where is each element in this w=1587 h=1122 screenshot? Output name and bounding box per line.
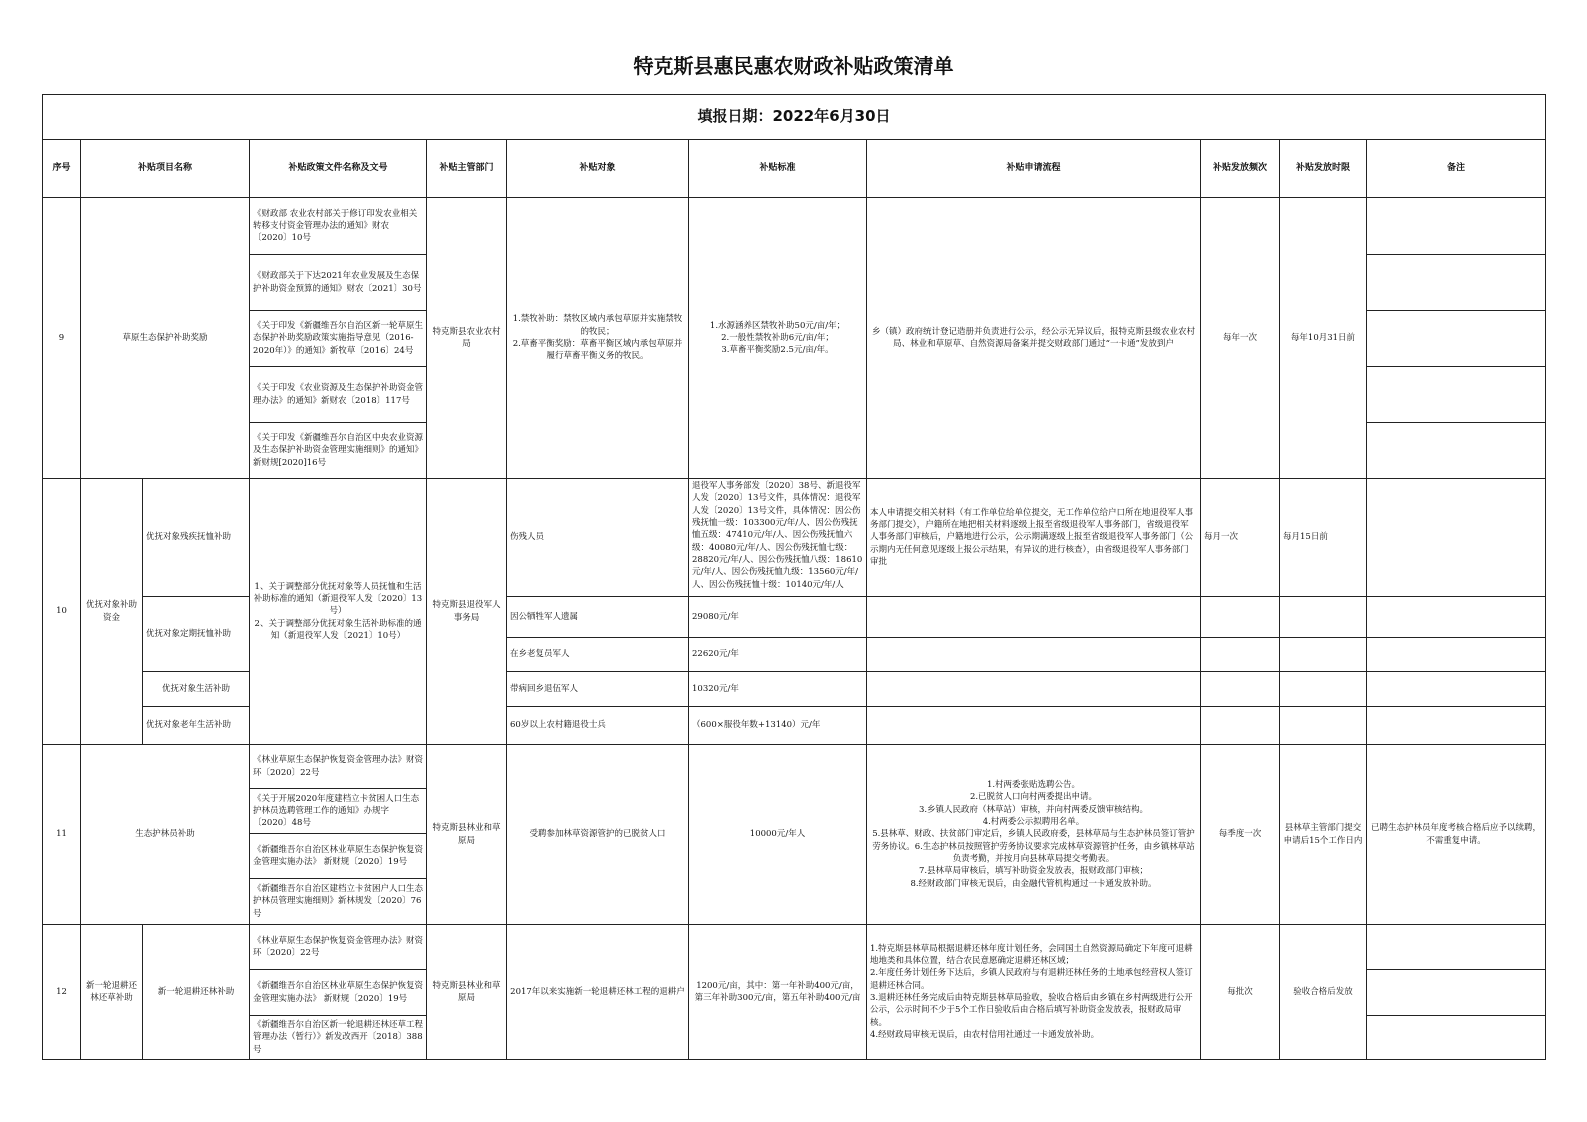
process-cell — [867, 638, 1201, 672]
process-cell — [867, 707, 1201, 745]
policy-doc: 《关于印发《农业资源及生态保护补助资金管理办法》的通知》新财农〔2018〕117号 — [250, 367, 427, 423]
page-title: 特克斯县惠民惠农财政补贴政策清单 — [633, 54, 954, 78]
standard-cell: 10000元/年人 — [689, 745, 867, 925]
freq-cell: 每年一次 — [1201, 198, 1280, 479]
freq-cell: 每月一次 — [1201, 479, 1280, 597]
header-project: 补贴项目名称 — [81, 140, 250, 198]
target-cell: 伤残人员 — [507, 479, 689, 597]
header-freq: 补贴发放频次 — [1201, 140, 1280, 198]
time-cell — [1280, 638, 1367, 672]
header-standard: 补贴标准 — [689, 140, 867, 198]
sub-project-name: 优抚对象老年生活补助 — [143, 707, 250, 745]
process-cell — [867, 597, 1201, 638]
remark-cell — [1367, 638, 1546, 672]
standard-cell: 10320元/年 — [689, 672, 867, 707]
remark-cell — [1367, 255, 1546, 311]
policy-doc: 《财政部 农业农村部关于修订印发农业相关转移支付资金管理办法的通知》财农〔2020〕10号 — [250, 198, 427, 255]
freq-cell — [1201, 638, 1280, 672]
dept-cell: 特克斯县退役军人事务局 — [427, 479, 507, 745]
policy-doc: 《新疆维吾尔自治区林业草原生态保护恢复资金管理实施办法》 新财规〔2020〕19号 — [250, 834, 427, 879]
target-cell: 因公牺牲军人遗属 — [507, 597, 689, 638]
target-cell: 1.禁牧补助：禁牧区域内承包草原并实施禁牧的牧民； 2.草畜平衡奖励：草畜平衡区域内承包草原并履行草畜平衡义务的牧民。 — [507, 198, 689, 479]
freq-cell — [1201, 707, 1280, 745]
time-cell — [1280, 707, 1367, 745]
dept-cell: 特克斯县农业农村局 — [427, 198, 507, 479]
remark-cell — [1367, 423, 1546, 479]
seq-cell: 12 — [43, 925, 81, 1060]
freq-cell: 每批次 — [1201, 925, 1280, 1060]
sub-project-name: 优抚对象残疾抚恤补助 — [143, 479, 250, 597]
project-name: 草原生态保护补助奖励 — [81, 198, 250, 479]
header-seq: 序号 — [43, 140, 81, 198]
policy-doc: 《新疆维吾尔自治区新一轮退耕还林还草工程管理办法（暂行）》新发改西开〔2018〕388号 — [250, 1016, 427, 1060]
sub-project-name: 新一轮退耕还林补助 — [143, 925, 250, 1060]
target-cell: 2017年以来实施新一轮退耕还林工程的退耕户 — [507, 925, 689, 1060]
time-cell: 验收合格后发放 — [1280, 925, 1367, 1060]
header-docs: 补贴政策文件名称及文号 — [250, 140, 427, 198]
remark-cell — [1367, 925, 1546, 970]
dept-cell: 特克斯县林业和草原局 — [427, 925, 507, 1060]
remark-cell — [1367, 311, 1546, 367]
remark-cell — [1367, 198, 1546, 255]
target-cell: 受聘参加林草资源管护的已脱贫人口 — [507, 745, 689, 925]
policy-doc: 《财政部关于下达2021年农业发展及生态保护补助资金预算的通知》财农〔2021〕30号 — [250, 255, 427, 311]
project-group: 优抚对象补助资金 — [81, 479, 143, 745]
remark-cell — [1367, 1016, 1546, 1060]
policy-doc: 《林业草原生态保护恢复资金管理办法》财资环〔2020〕22号 — [250, 745, 427, 789]
header-time: 补贴发放时限 — [1280, 140, 1367, 198]
dept-cell: 特克斯县林业和草原局 — [427, 745, 507, 925]
standard-cell: 29080元/年 — [689, 597, 867, 638]
policy-doc: 1、关于调整部分优抚对象等人员抚恤和生活补助标准的通知（新退役军人发〔2020〕13号） 2、关于调整部分优抚对象生活补助标准的通知（新退役军人发〔2021〕10号） — [250, 479, 427, 745]
process-cell: 乡（镇）政府统计登记造册并负责进行公示，经公示无异议后，报特克斯县级农业农村局、林业和草原草、自然资源局备案并提交财政部门通过“一卡通”发放到户 — [867, 198, 1201, 479]
target-cell: 60岁以上农村籍退役士兵 — [507, 707, 689, 745]
standard-cell: 1.水源涵养区禁牧补助50元/亩/年； 2.一般性禁牧补助6元/亩/年； 3.草畜平衡奖励2.5元/亩/年。 — [689, 198, 867, 479]
seq-cell: 11 — [43, 745, 81, 925]
policy-doc: 《新疆维吾尔自治区建档立卡贫困户人口生态护林员管理实施细则》新林规发〔2020〕76号 — [250, 879, 427, 925]
standard-cell: （600×服役年数+13140）元/年 — [689, 707, 867, 745]
remark-cell — [1367, 672, 1546, 707]
remark-cell — [1367, 479, 1546, 597]
policy-table — [42, 94, 1546, 1060]
policy-doc: 《新疆维吾尔自治区林业草原生态保护恢复资金管理实施办法》 新财规〔2020〕19号 — [250, 970, 427, 1016]
freq-cell — [1201, 672, 1280, 707]
sub-project-name: 优抚对象生活补助 — [143, 672, 250, 707]
sub-project-name: 优抚对象定期抚恤补助 — [143, 597, 250, 672]
policy-doc: 《关于开展2020年度建档立卡贫困人口生态护林员选聘管理工作的通知》办规字〔2020〕48号 — [250, 789, 427, 834]
header-target: 补贴对象 — [507, 140, 689, 198]
policy-doc: 《林业草原生态保护恢复资金管理办法》财资环〔2020〕22号 — [250, 925, 427, 970]
process-cell: 本人申请提交相关材料（有工作单位给单位提交，无工作单位给户口所在地退役军人事务部门提交），户籍所在地把相关材料逐级上报至省级退役军人事务部门，省级退役军人事务部门审核后，户籍地进行公示，公示期满逐级上报至省级退役军人事务部门（公示期内无任何意见逐级上报公示结果，有异议的进行核查），由省级退役军人事务部门审批 — [867, 479, 1201, 597]
seq-cell: 9 — [43, 198, 81, 479]
standard-cell: 22620元/年 — [689, 638, 867, 672]
header-remark: 备注 — [1367, 140, 1546, 198]
header-dept: 补贴主管部门 — [427, 140, 507, 198]
process-cell: 1.特克斯县林草局根据退耕还林年度计划任务，会同国土自然资源局确定下年度可退耕地地类和具体位置，结合农民意愿确定退耕还林区域； 2.年度任务计划任务下达后，乡镇人民政府与有退耕还林任务的土地承包经营权人签订退耕还林合同。 3.退耕还林任务完成后由特克斯县林草局验收，验收合格后由乡镇在乡村两级进行公开公示，公示时间不少于5个工作日验收后由合格后填写补助资金发放表，报财政局审核。 4.经财政局审核无误后，由农村信用社通过一卡通发放补助。 — [867, 925, 1201, 1060]
target-cell: 在乡老复员军人 — [507, 638, 689, 672]
remark-cell — [1367, 970, 1546, 1016]
freq-cell: 每季度一次 — [1201, 745, 1280, 925]
policy-doc: 《关于印发《新疆维吾尔自治区新一轮草原生态保护补助奖励政策实施指导意见（2016-2020年）》的通知》新牧草〔2016〕24号 — [250, 311, 427, 367]
freq-cell — [1201, 597, 1280, 638]
target-cell: 带病回乡退伍军人 — [507, 672, 689, 707]
time-cell — [1280, 672, 1367, 707]
time-cell: 县林草主管部门提交申请后15个工作日内 — [1280, 745, 1367, 925]
time-cell: 每年10月31日前 — [1280, 198, 1367, 479]
time-cell — [1280, 597, 1367, 638]
seq-cell: 10 — [43, 479, 81, 745]
standard-cell: 1200元/亩，其中：第一年补助400元/亩，第三年补助300元/亩，第五年补助400元/亩 — [689, 925, 867, 1060]
process-cell: 1.村两委张贴选聘公告。 2.已脱贫人口向村两委提出申请。 3.乡镇人民政府（林草站）审核，并向村两委反馈审核结构。 4.村两委公示拟聘用名单。 5.县林草、财政、扶贫部门审定后，乡镇人民政府委，县林草局与生态护林员签订管护劳务协议。6.生态护林员按照管护劳务协议要求完成林草资源管护任务，由乡镇林草站负责考勤，并按月向县林草局提交考勤表。 7.县林草局审核后，填写补助资金发放表，报财政部门审核； 8.经财政部门审核无误后，由金融代管机构通过一卡通发放补助。 — [867, 745, 1201, 925]
process-cell — [867, 672, 1201, 707]
project-name: 生态护林员补助 — [81, 745, 250, 925]
time-cell: 每月15日前 — [1280, 479, 1367, 597]
policy-doc: 《关于印发《新疆维吾尔自治区中央农业资源及生态保护补助资金管理实施细则》的通知》新财规[2020]16号 — [250, 423, 427, 479]
project-group: 新一轮退耕还林还草补助 — [81, 925, 143, 1060]
fill-date: 填报日期：2022年6月30日 — [43, 95, 1546, 140]
remark-cell — [1367, 707, 1546, 745]
remark-cell: 已聘生态护林员年度考核合格后应予以续聘，不需重复申请。 — [1367, 745, 1546, 925]
remark-cell — [1367, 597, 1546, 638]
remark-cell — [1367, 367, 1546, 423]
header-process: 补贴申请流程 — [867, 140, 1201, 198]
standard-cell: 退役军人事务部发〔2020〕38号、新退役军人发〔2020〕13号文件，具体情况：退役军人发〔2020〕13号文件，具体情况：因公伤残抚恤一级：103300元/年/人、因公伤残抚恤五级：47410元/年/人、因公伤残抚恤六级：40080元/年/人、因公伤残抚恤七级：28820元/年/人、因公伤残抚恤八级：18610元/年/人、因公伤残抚恤九级：13560元/年/人、因公伤残抚恤十级：10140元/年/人 — [692, 481, 863, 590]
